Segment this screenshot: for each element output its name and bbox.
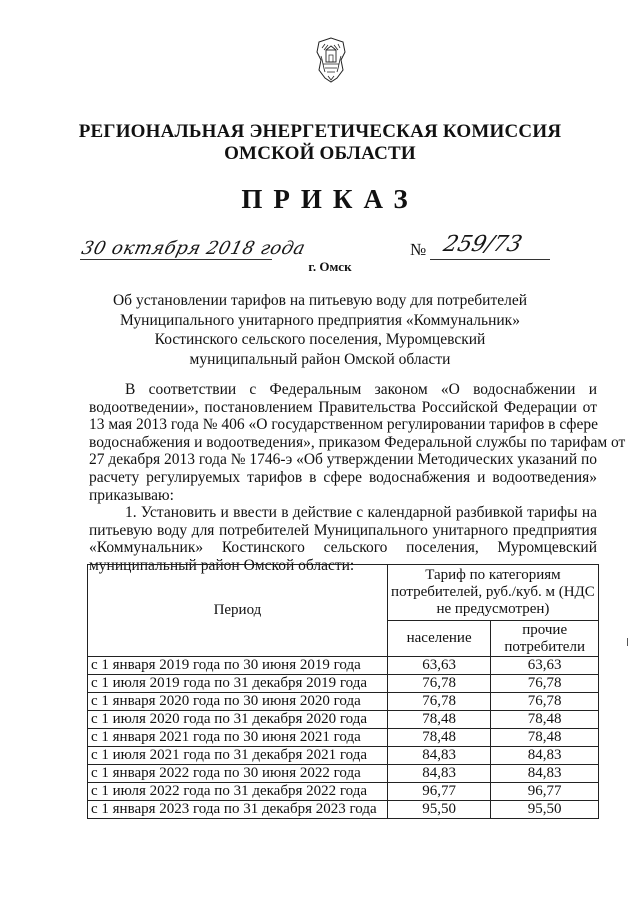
preamble-line: приказываю:: [89, 486, 174, 504]
coat-of-arms-icon: [313, 36, 349, 84]
cell-population: 78,48: [387, 711, 490, 729]
table-row: [88, 675, 599, 693]
cell-period: с 1 января 2020 года по 30 июня 2020 года: [88, 693, 388, 711]
cell-other: 96,77: [491, 783, 599, 801]
cell-other: 95,50: [491, 801, 599, 819]
cell-population: 76,78: [387, 675, 490, 693]
table-row: [88, 783, 599, 801]
subject-line: Об установлении тарифов на питьевую воду для потребителей: [112, 292, 528, 309]
cell-other: 78,48: [491, 729, 599, 747]
cell-population: 84,83: [387, 765, 490, 783]
cell-period: с 1 июля 2022 года по 31 декабря 2022 года: [88, 783, 388, 801]
preamble-line: расчету регулируемых тарифов в сфере водоснабжения и водоотведения»: [89, 468, 597, 486]
table-row: [88, 711, 599, 729]
cell-population: 84,83: [387, 747, 490, 765]
cell-period: с 1 января 2019 года по 30 июня 2019 года: [88, 657, 388, 675]
cell-other: 78,48: [491, 711, 599, 729]
table-row: [88, 729, 599, 747]
cell-population: 76,78: [387, 693, 490, 711]
item-1-line: 1. Установить и ввести в действие с календарной разбивкой тарифы на: [125, 504, 597, 522]
preamble-line: В соответствии с Федеральным законом «О водоснабжении и: [125, 381, 597, 398]
handwritten-date: 30 октября 2018 года: [79, 238, 308, 259]
organization-name-line-1: РЕГИОНАЛЬНАЯ ЭНЕРГЕТИЧЕСКАЯ КОМИССИЯ: [78, 121, 562, 142]
cell-other: 84,83: [491, 747, 599, 765]
cell-period: с 1 июля 2021 года по 31 декабря 2021 года: [88, 747, 388, 765]
preamble-line: водоотведении», постановлением Правительства Российской Федерации от: [89, 398, 597, 416]
tariff-table: [87, 564, 599, 819]
preamble-line: водоснабжения и водоотведения», приказом Федеральной службы по тарифам от: [89, 433, 626, 451]
cell-period: с 1 января 2022 года по 30 июня 2022 года: [88, 765, 388, 783]
margin-mark: [627, 638, 628, 646]
table-row: [88, 657, 599, 675]
table-row: [88, 693, 599, 711]
preamble-line: 27 декабря 2013 года № 1746-э «Об утверждении Методических указаний по: [89, 451, 598, 469]
cell-period: с 1 июля 2019 года по 31 декабря 2019 года: [88, 675, 388, 693]
cell-population: 95,50: [387, 801, 490, 819]
cell-other: 76,78: [491, 675, 599, 693]
header-period: Период: [88, 565, 388, 657]
item-1-line: «Коммунальник» Костинского сельского поселения, Муромцевский: [89, 539, 597, 557]
cell-period: с 1 января 2023 года по 31 декабря 2023 года: [88, 801, 388, 819]
document-type-title: ПРИКАЗ: [241, 184, 419, 214]
cell-population: 63,63: [387, 657, 490, 675]
order-subject: [0, 291, 640, 369]
subject-line: Муниципального унитарного предприятия «Коммунальник»: [120, 311, 520, 329]
order-body: [89, 381, 626, 575]
table-row: [88, 801, 599, 819]
organization-name-line-2: ОМСКОЙ ОБЛАСТИ: [224, 143, 416, 164]
cell-population: 78,48: [387, 729, 490, 747]
cell-other: 76,78: [491, 693, 599, 711]
cell-other: 84,83: [491, 765, 599, 783]
cell-other: 63,63: [491, 657, 599, 675]
item-1-line: питьевую воду для потребителей Муниципального унитарного предприятия: [89, 521, 597, 539]
cell-population: 96,77: [387, 783, 490, 801]
handwritten-number: 259/73: [440, 232, 525, 257]
cell-period: с 1 января 2021 года по 30 июня 2021 года: [88, 729, 388, 747]
header-population: население: [387, 621, 490, 657]
city-name: г. Омск: [308, 259, 352, 274]
item-1-line: муниципальный район Омской области:: [89, 556, 355, 574]
header-other-consumers: прочие потребители: [491, 621, 599, 657]
table-row: [88, 747, 599, 765]
subject-line: Костинского сельского поселения, Муромцевский: [154, 331, 486, 348]
header-tariff: Тариф по категориям потребителей, руб./куб. м (НДС не предусмотрен): [387, 565, 598, 621]
table-row: [88, 765, 599, 783]
subject-line: муниципальный район Омской области: [189, 350, 451, 368]
preamble-line: 13 мая 2013 года № 406 «О государственном регулировании тарифов в сфере: [89, 416, 598, 434]
number-sign: №: [410, 240, 427, 259]
cell-period: с 1 июля 2020 года по 31 декабря 2020 года: [88, 711, 388, 729]
